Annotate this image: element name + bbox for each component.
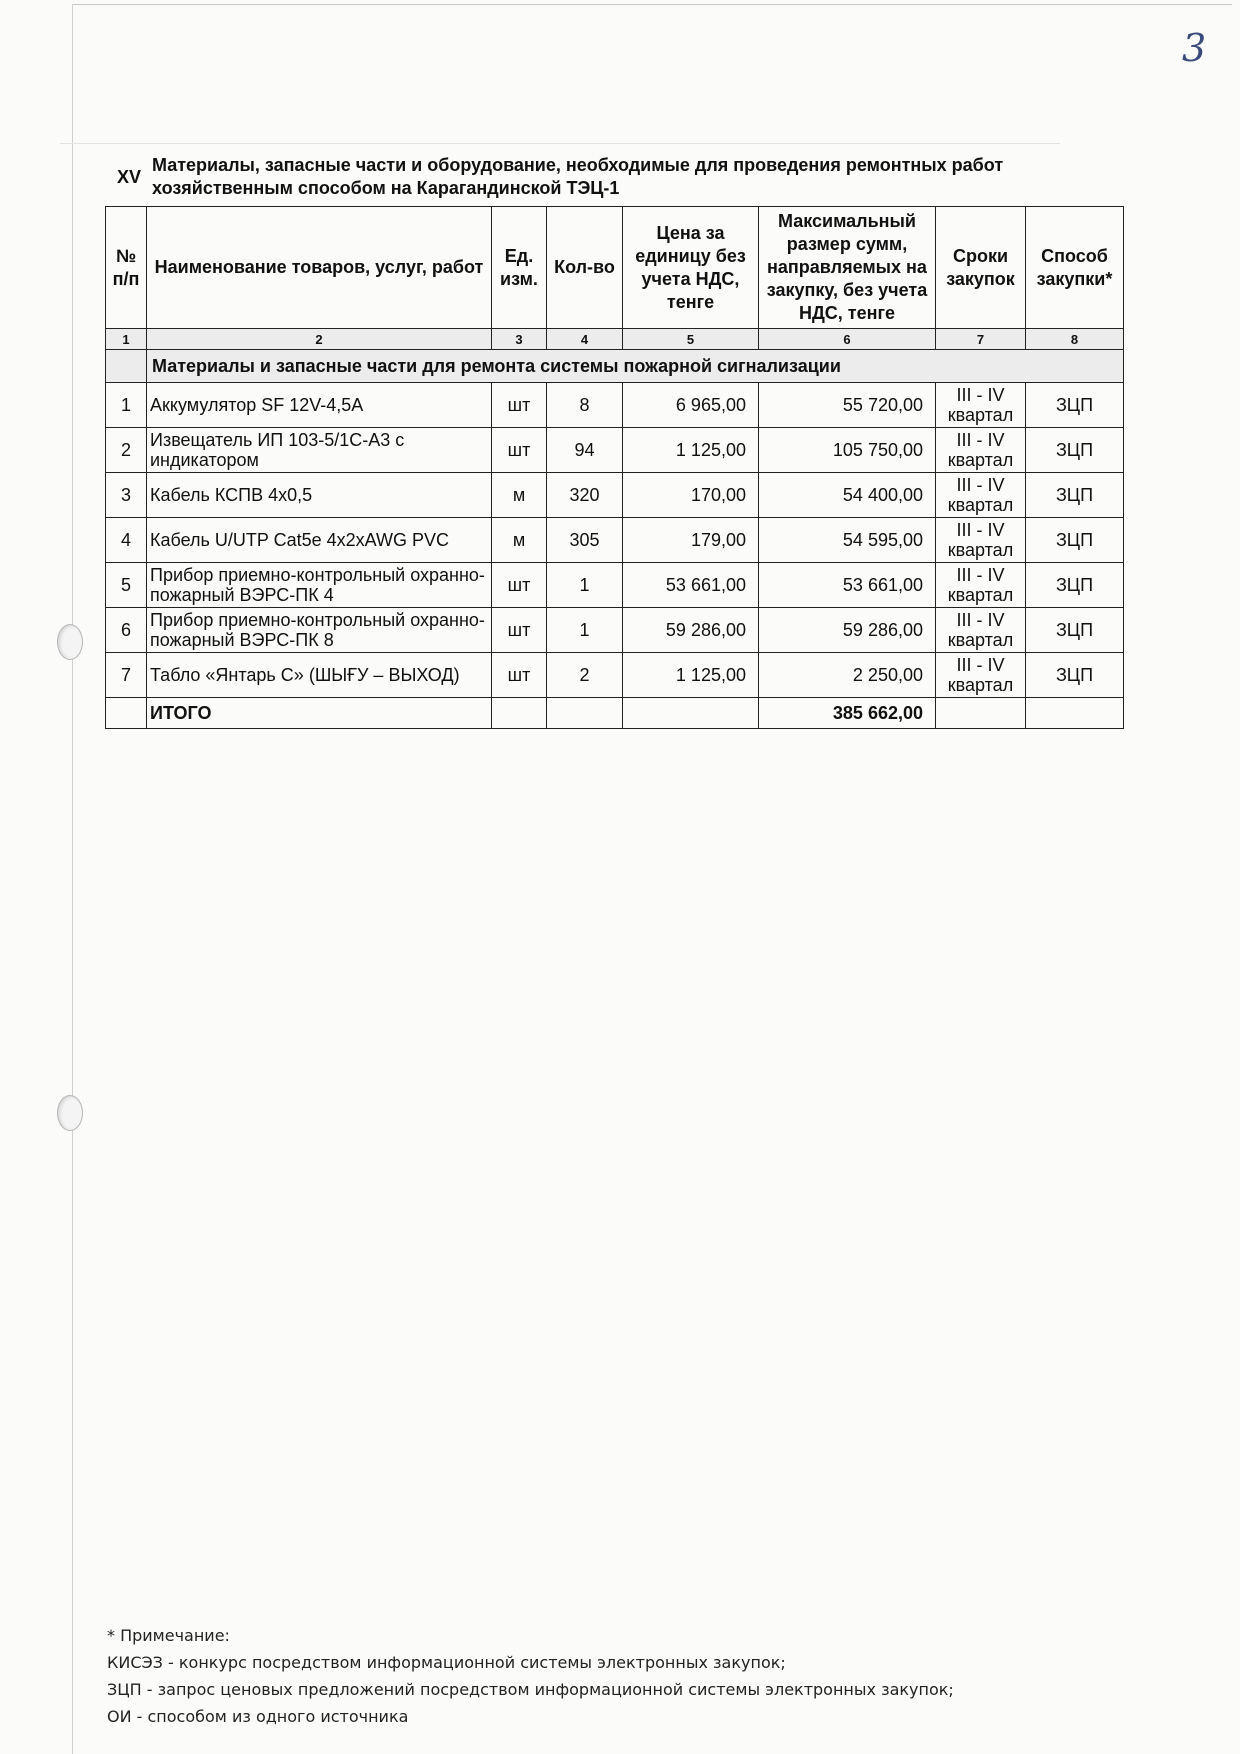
term-unit: квартал bbox=[947, 630, 1014, 650]
row-unit: шт bbox=[492, 428, 547, 473]
footnote-line: ОИ - способом из одного источника bbox=[107, 1707, 409, 1726]
footnote bbox=[107, 1622, 954, 1730]
row-no: 6 bbox=[106, 608, 147, 653]
row-amount: 59 286,00 bbox=[759, 608, 936, 653]
row-price: 6 965,00 bbox=[623, 383, 759, 428]
header-unit: Ед. изм. bbox=[492, 207, 547, 329]
row-price: 59 286,00 bbox=[623, 608, 759, 653]
table-row bbox=[106, 473, 1124, 518]
footnote-line: КИСЭЗ - конкурс посредством информационной системы электронных закупок; bbox=[107, 1653, 786, 1672]
row-terms bbox=[936, 383, 1026, 428]
header-name: Наименование товаров, услуг, работ bbox=[147, 207, 492, 329]
row-amount: 54 595,00 bbox=[759, 518, 936, 563]
term-unit: квартал bbox=[947, 450, 1014, 470]
column-number: 5 bbox=[623, 329, 759, 350]
term-range: III - IV bbox=[956, 385, 1005, 405]
column-number: 6 bbox=[759, 329, 936, 350]
row-amount: 53 661,00 bbox=[759, 563, 936, 608]
total-empty bbox=[936, 698, 1026, 729]
term-range: III - IV bbox=[956, 430, 1005, 450]
total-empty bbox=[547, 698, 623, 729]
table-body bbox=[106, 329, 1124, 729]
row-method: ЗЦП bbox=[1026, 428, 1124, 473]
row-unit: шт bbox=[492, 383, 547, 428]
row-terms bbox=[936, 563, 1026, 608]
row-name: Прибор приемно-контрольный охранно-пожарный ВЭРС-ПК 8 bbox=[147, 608, 492, 653]
row-method: ЗЦП bbox=[1026, 473, 1124, 518]
row-terms bbox=[936, 518, 1026, 563]
total-empty bbox=[1026, 698, 1124, 729]
total-empty bbox=[623, 698, 759, 729]
scan-fold-line bbox=[60, 143, 1060, 144]
column-number: 7 bbox=[936, 329, 1026, 350]
term-unit: квартал bbox=[947, 675, 1014, 695]
term-range: III - IV bbox=[956, 565, 1005, 585]
total-empty bbox=[492, 698, 547, 729]
group-spacer bbox=[106, 350, 147, 383]
row-no: 5 bbox=[106, 563, 147, 608]
row-method: ЗЦП bbox=[1026, 608, 1124, 653]
column-number: 2 bbox=[147, 329, 492, 350]
table-row bbox=[106, 608, 1124, 653]
table-row bbox=[106, 428, 1124, 473]
scan-top-edge bbox=[72, 4, 1232, 5]
row-no: 7 bbox=[106, 653, 147, 698]
row-price: 179,00 bbox=[623, 518, 759, 563]
row-terms bbox=[936, 608, 1026, 653]
row-qty: 1 bbox=[547, 608, 623, 653]
term-range: III - IV bbox=[956, 475, 1005, 495]
row-qty: 320 bbox=[547, 473, 623, 518]
column-number: 4 bbox=[547, 329, 623, 350]
row-qty: 8 bbox=[547, 383, 623, 428]
row-no: 1 bbox=[106, 383, 147, 428]
row-terms bbox=[936, 428, 1026, 473]
row-method: ЗЦП bbox=[1026, 383, 1124, 428]
row-amount: 2 250,00 bbox=[759, 653, 936, 698]
term-range: III - IV bbox=[956, 610, 1005, 630]
header-no: № п/п bbox=[106, 207, 147, 329]
row-amount: 55 720,00 bbox=[759, 383, 936, 428]
header-price: Цена за единицу без учета НДС, тенге bbox=[623, 207, 759, 329]
table-row bbox=[106, 653, 1124, 698]
term-unit: квартал bbox=[947, 495, 1014, 515]
term-unit: квартал bbox=[947, 405, 1014, 425]
row-qty: 2 bbox=[547, 653, 623, 698]
row-amount: 54 400,00 bbox=[759, 473, 936, 518]
row-method: ЗЦП bbox=[1026, 518, 1124, 563]
header-terms: Сроки закупок bbox=[936, 207, 1026, 329]
punch-hole-icon bbox=[57, 624, 83, 660]
row-method: ЗЦП bbox=[1026, 653, 1124, 698]
punch-hole-icon bbox=[57, 1095, 83, 1131]
procurement-table bbox=[105, 206, 1124, 729]
total-amount: 385 662,00 bbox=[759, 698, 936, 729]
row-price: 1 125,00 bbox=[623, 653, 759, 698]
row-name: Прибор приемно-контрольный охранно-пожарный ВЭРС-ПК 4 bbox=[147, 563, 492, 608]
row-price: 170,00 bbox=[623, 473, 759, 518]
row-qty: 94 bbox=[547, 428, 623, 473]
section-number: XV bbox=[117, 167, 142, 187]
row-terms bbox=[936, 473, 1026, 518]
group-title: Материалы и запасные части для ремонта системы пожарной сигнализации bbox=[147, 350, 1124, 383]
total-label: ИТОГО bbox=[147, 698, 492, 729]
scan-left-edge bbox=[72, 4, 73, 1754]
row-no: 3 bbox=[106, 473, 147, 518]
column-number: 3 bbox=[492, 329, 547, 350]
row-no: 4 bbox=[106, 518, 147, 563]
header-method: Способ закупки* bbox=[1026, 207, 1124, 329]
row-unit: шт bbox=[492, 653, 547, 698]
row-name: Кабель U/UTP Cat5e 4x2xAWG PVC bbox=[147, 518, 492, 563]
section-title: Материалы, запасные части и оборудование, необходимые для проведения ремонтных работ хозяйственным способом на Карагандинской ТЭЦ-1 bbox=[152, 155, 1004, 198]
group-row bbox=[106, 350, 1124, 383]
row-price: 53 661,00 bbox=[623, 563, 759, 608]
row-method: ЗЦП bbox=[1026, 563, 1124, 608]
term-unit: квартал bbox=[947, 585, 1014, 605]
row-name: Извещатель ИП 103-5/1С-А3 с индикатором bbox=[147, 428, 492, 473]
row-amount: 105 750,00 bbox=[759, 428, 936, 473]
row-unit: м bbox=[492, 473, 547, 518]
table-row bbox=[106, 383, 1124, 428]
row-unit: шт bbox=[492, 608, 547, 653]
footnote-heading: * Примечание: bbox=[107, 1626, 230, 1645]
column-number: 8 bbox=[1026, 329, 1124, 350]
term-range: III - IV bbox=[956, 520, 1005, 540]
row-unit: шт bbox=[492, 563, 547, 608]
row-price: 1 125,00 bbox=[623, 428, 759, 473]
row-unit: м bbox=[492, 518, 547, 563]
table-row bbox=[106, 563, 1124, 608]
row-no: 2 bbox=[106, 428, 147, 473]
header-amount: Максимальный размер сумм, направляемых на закупку, без учета НДС, тенге bbox=[759, 207, 936, 329]
column-number: 1 bbox=[106, 329, 147, 350]
row-terms bbox=[936, 653, 1026, 698]
header-qty: Кол-во bbox=[547, 207, 623, 329]
header-row bbox=[106, 207, 1124, 329]
term-unit: квартал bbox=[947, 540, 1014, 560]
total-spacer bbox=[106, 698, 147, 729]
row-qty: 1 bbox=[547, 563, 623, 608]
handwritten-page-number: 3 bbox=[1182, 26, 1207, 70]
row-name: Табло «Янтарь С» (ШЫҒУ – ВЫХОД) bbox=[147, 653, 492, 698]
total-row bbox=[106, 698, 1124, 729]
row-name: Аккумулятор SF 12V-4,5А bbox=[147, 383, 492, 428]
row-name: Кабель КСПВ 4х0,5 bbox=[147, 473, 492, 518]
table-row bbox=[106, 518, 1124, 563]
footnote-line: ЗЦП - запрос ценовых предложений посредством информационной системы электронных закупок; bbox=[107, 1680, 954, 1699]
column-number-row bbox=[106, 329, 1124, 350]
row-qty: 305 bbox=[547, 518, 623, 563]
term-range: III - IV bbox=[956, 655, 1005, 675]
